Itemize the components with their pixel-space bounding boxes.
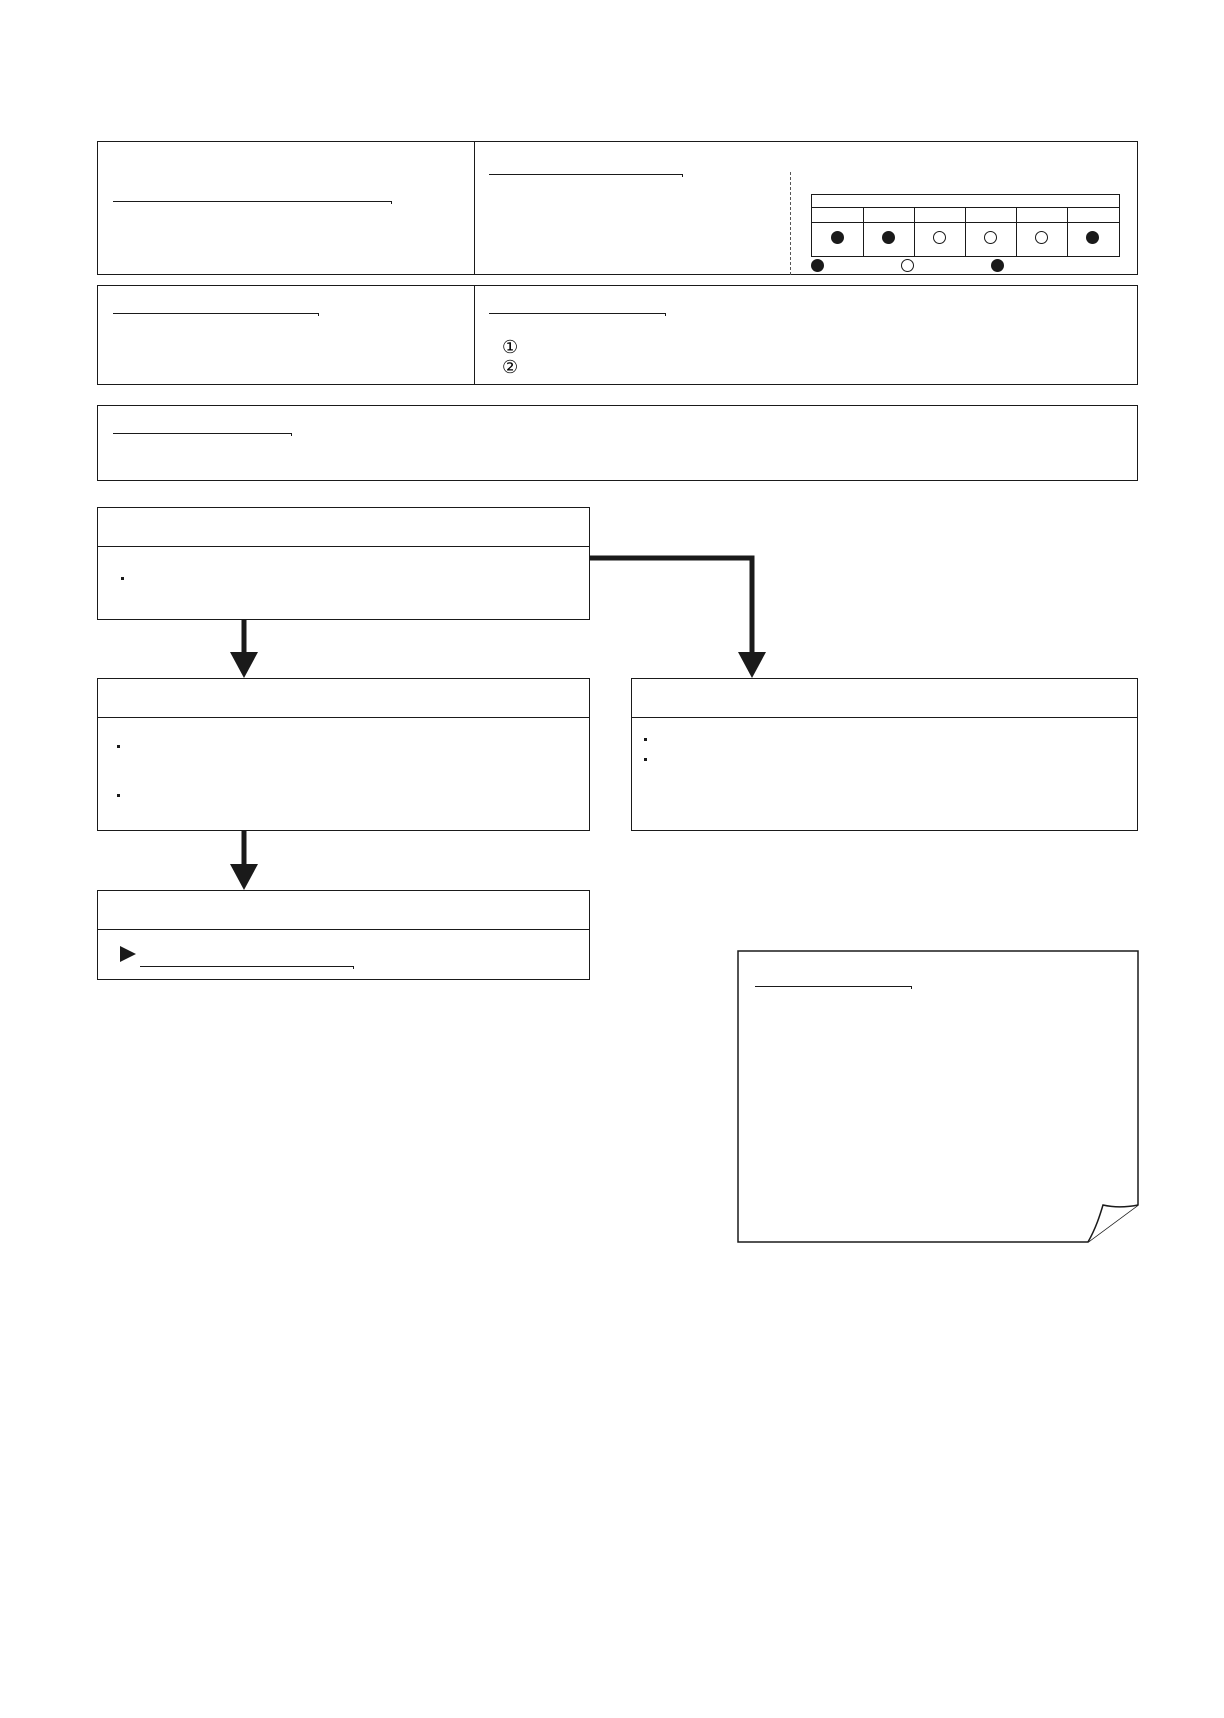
note-heading-underline — [755, 986, 911, 987]
step-marker-1: ① — [502, 337, 519, 358]
step-marker-2: ② — [502, 357, 519, 378]
